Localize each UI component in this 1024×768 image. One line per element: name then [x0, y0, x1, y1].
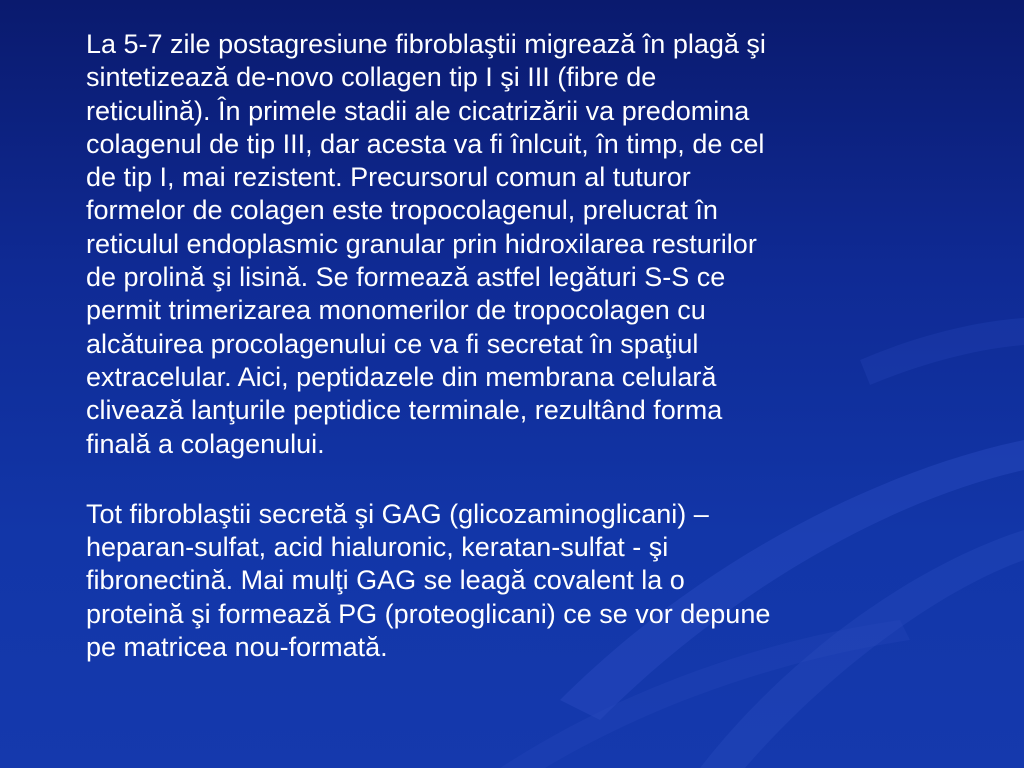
text-line: colagenul de tip III, dar acesta va fi înlcuit, în timp, de cel: [86, 128, 765, 159]
text-line: clivează lanţurile peptidice terminale, rezultând forma: [86, 395, 723, 426]
text-line: pe matricea nou-formată.: [86, 632, 388, 663]
text-line: alcătuirea procolagenului ce va fi secretat în spaţiul: [86, 328, 699, 359]
text-line: formelor de colagen este tropocolagenul, prelucrat în: [86, 195, 718, 226]
text-line: de prolină şi lisină. Se formează astfel legături S-S ce: [86, 262, 726, 293]
text-line: reticulină). În primele stadii ale cicatrizării va predomina: [86, 95, 750, 126]
text-line: extracelular. Aici, peptidazele din membrana celulară: [86, 361, 717, 392]
text-line: fibronectină. Mai mulţi GAG se leagă covalent la o: [86, 565, 685, 596]
text-line: finală a colagenului.: [86, 428, 325, 459]
text-line: proteină şi formează PG (proteoglicani) ce se vor depune: [86, 598, 771, 629]
text-line: de tip I, mai rezistent. Precursorul comun al tuturor: [86, 162, 691, 193]
text-line: heparan-sulfat, acid hialuronic, keratan-sulfat - şi: [86, 532, 669, 563]
text-line: reticulul endoplasmic granular prin hidroxilarea resturilor: [86, 228, 757, 259]
text-line: sintetizează de-novo collagen tip I şi III (fibre de: [86, 62, 657, 93]
paragraph-gag-secretion: [86, 498, 966, 664]
paragraph-collagen-synthesis: [86, 28, 966, 461]
slide-body-text: [86, 28, 966, 664]
text-line: Tot fibroblaştii secretă şi GAG (glicozaminoglicani) –: [86, 498, 709, 529]
text-line: La 5-7 zile postagresiune fibroblaştii migrează în plagă şi: [86, 29, 766, 59]
text-line: permit trimerizarea monomerilor de tropocolagen cu: [86, 295, 706, 326]
